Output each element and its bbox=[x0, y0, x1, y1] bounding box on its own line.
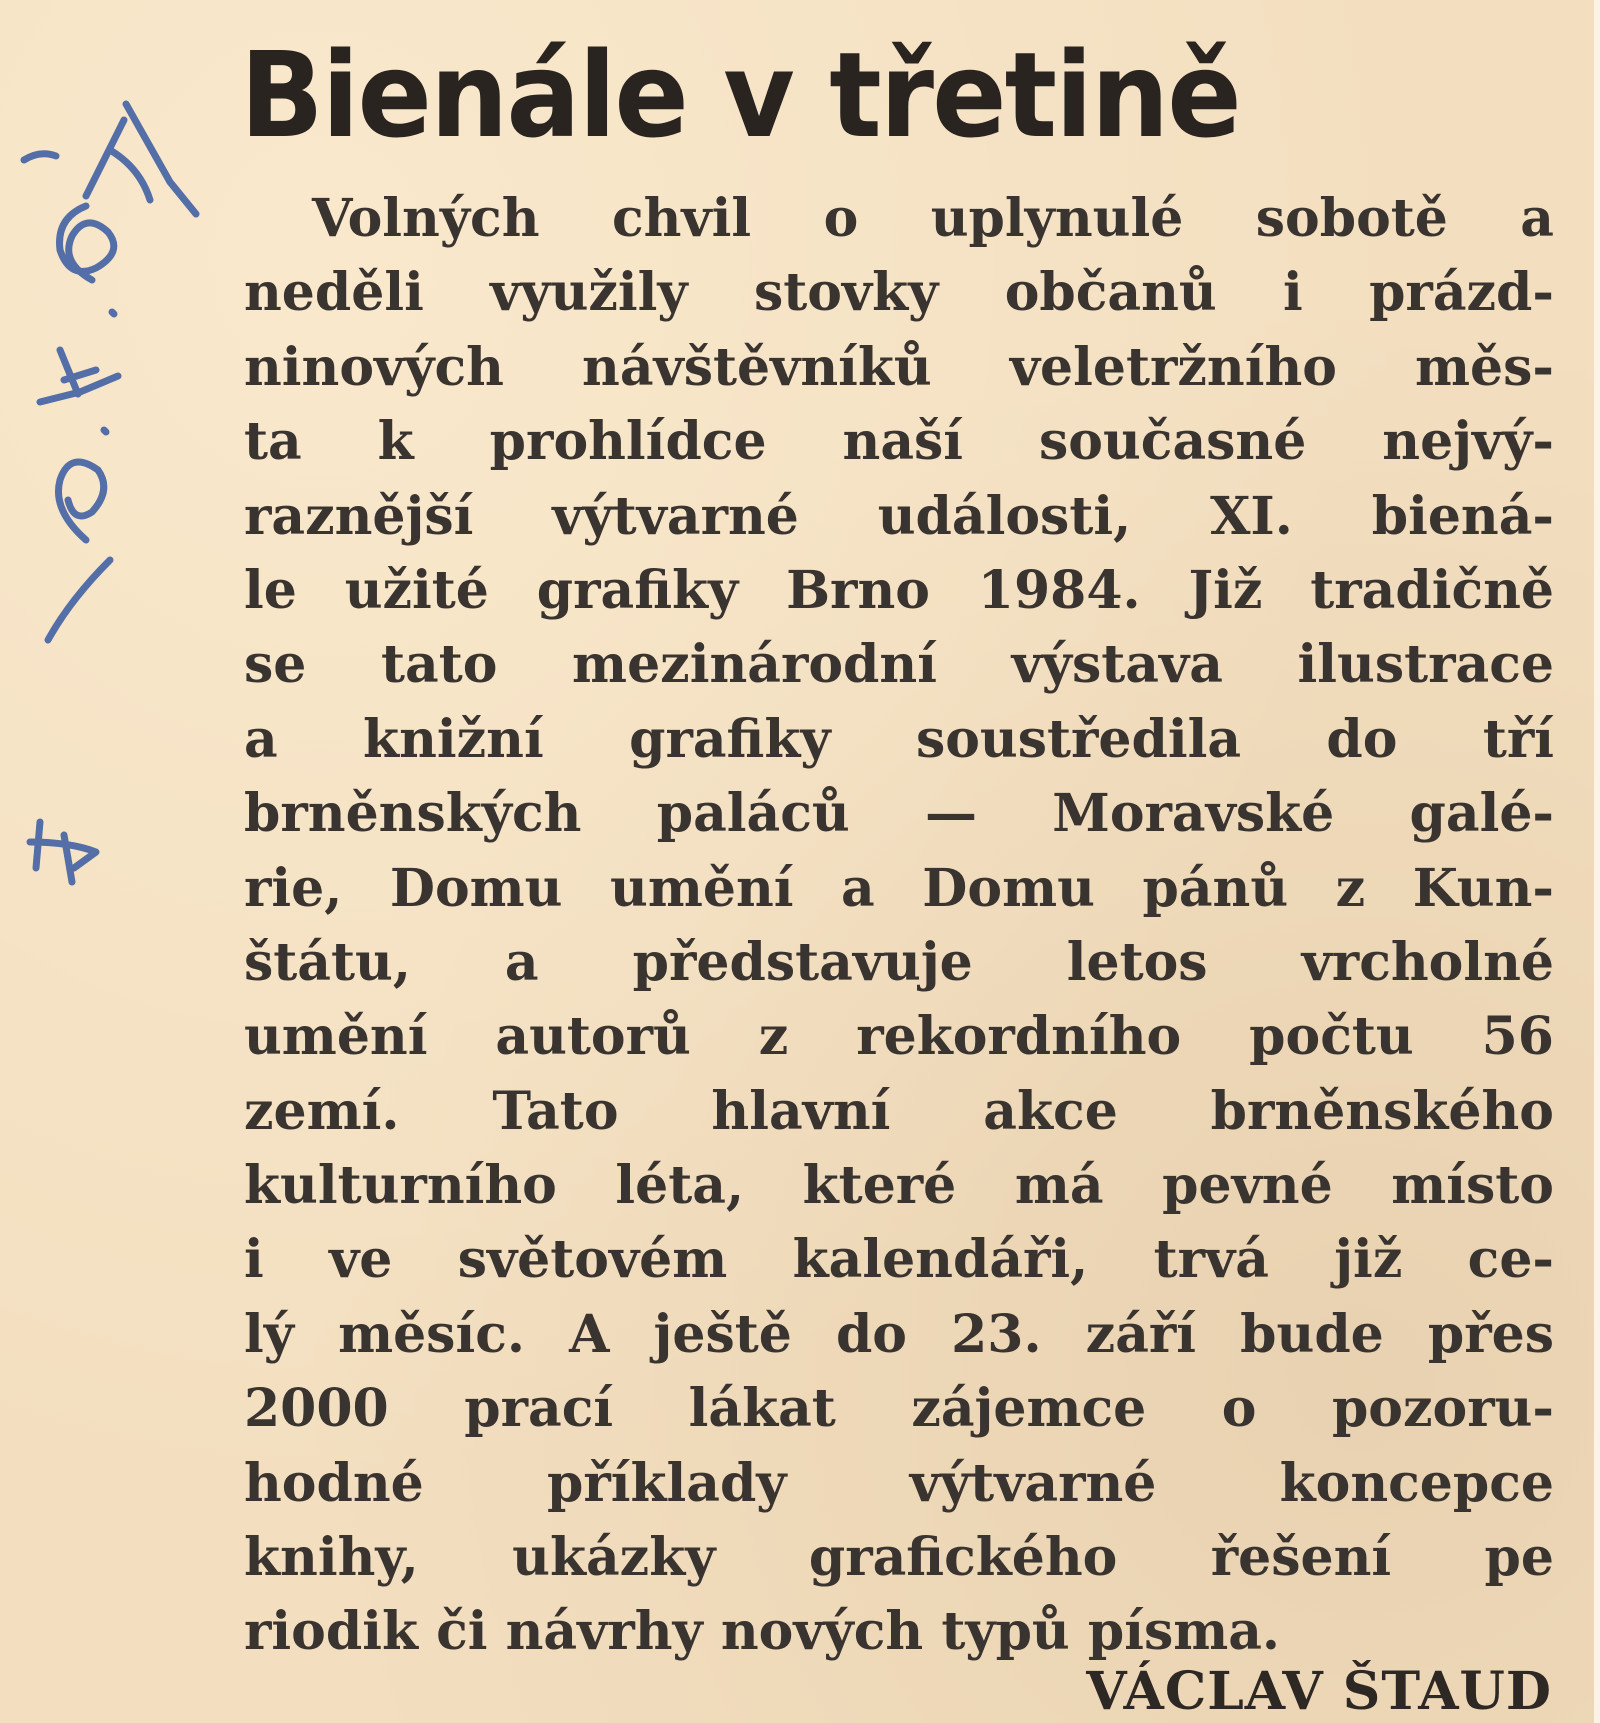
headline: Bienále v třetině bbox=[240, 26, 1240, 164]
article-line: kulturního léta, které má pevné místo bbox=[244, 1155, 1554, 1217]
handwriting-stroke bbox=[110, 150, 150, 200]
article-line: neděli využily stovky občanů i prázd- bbox=[244, 262, 1554, 324]
handwriting-stroke bbox=[126, 104, 196, 214]
article-line: lý měsíc. A ještě do 23. září bude přes bbox=[244, 1303, 1554, 1365]
article-line: rie, Domu umění a Domu pánů z Kun- bbox=[244, 857, 1554, 919]
author-byline: VÁCLAV ŠTAUD bbox=[1086, 1661, 1552, 1722]
article-line: brněnských paláců — Moravské galé- bbox=[244, 783, 1554, 845]
handwritten-date bbox=[0, 0, 240, 900]
handwriting-stroke bbox=[24, 154, 56, 160]
article-line: knihy, ukázky grafického řešení pe bbox=[244, 1527, 1554, 1589]
handwriting-stroke bbox=[60, 350, 78, 394]
handwriting-stroke bbox=[48, 560, 110, 640]
article-line: raznější výtvarné události, XI. biená- bbox=[244, 485, 1554, 547]
article-line: ta k prohlídce naší současné nejvý- bbox=[244, 411, 1554, 473]
handwriting-stroke bbox=[112, 312, 114, 314]
article-line: ninových návštěvníků veletržního měs- bbox=[244, 336, 1554, 398]
handwriting-stroke bbox=[104, 430, 106, 432]
handwriting-stroke bbox=[58, 462, 103, 540]
article-line: i ve světovém kalendáři, trvá již ce- bbox=[244, 1229, 1554, 1291]
article-line: hodné příklady výtvarné koncepce bbox=[244, 1452, 1554, 1514]
article-line: zemí. Tato hlavní akce brněnského bbox=[244, 1080, 1554, 1142]
article-body bbox=[244, 182, 1554, 1670]
article-line: Volných chvil o uplynulé sobotě a bbox=[312, 188, 1554, 249]
article-line: 2000 prací lákat zájemce o pozoru- bbox=[244, 1378, 1554, 1440]
article-line: se tato mezinárodní výstava ilustrace bbox=[244, 634, 1554, 696]
article-line: umění autorů z rekordního počtu 56 bbox=[244, 1006, 1554, 1068]
article-line: a knižní grafiky soustředila do tří bbox=[244, 708, 1554, 770]
article-line: riodik či návrhy nových typů písma. bbox=[244, 1601, 1281, 1663]
article-line: štátu, a představuje letos vrcholné bbox=[244, 931, 1554, 993]
handwriting-stroke bbox=[60, 206, 114, 280]
article-line: le užité grafiky Brno 1984. Již tradičně bbox=[244, 559, 1554, 621]
